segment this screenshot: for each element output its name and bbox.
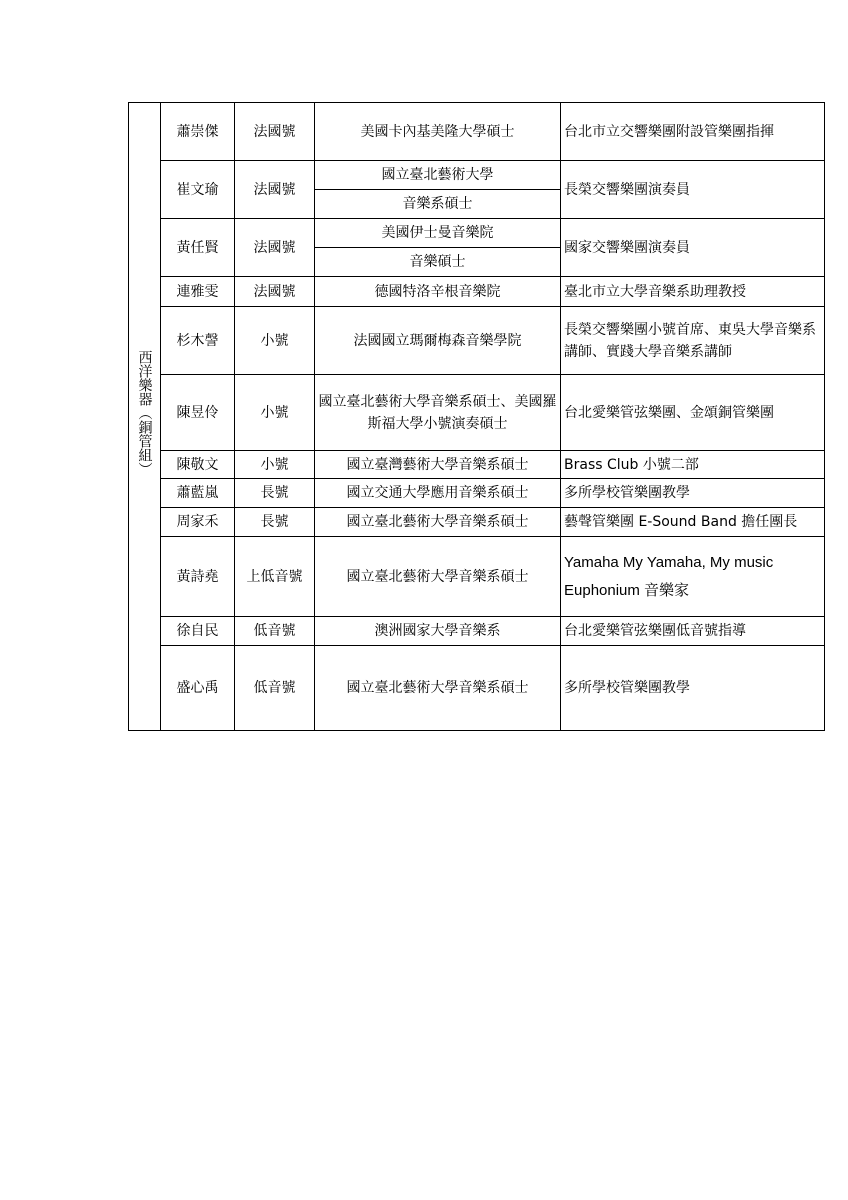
instrument-cell: 法國號 [235,277,315,307]
education-cell: 法國國立瑪爾梅森音樂學院 [315,307,561,375]
name-cell: 黃詩堯 [161,537,235,617]
education-cell: 國立臺北藝術大學 [315,161,561,190]
experience-cell: 台北愛樂管弦樂團、金頌銅管樂團 [561,375,825,451]
name-cell: 蕭崇傑 [161,103,235,161]
name-cell: 連雅雯 [161,277,235,307]
name-cell: 陳昱伶 [161,375,235,451]
table-row [129,375,825,451]
name-cell: 蕭藍嵐 [161,479,235,508]
instrument-cell: 長號 [235,479,315,508]
experience-cell: 台北市立交響樂團附設管樂團指揮 [561,103,825,161]
table-row [129,508,825,537]
experience-cell: 長榮交響樂團小號首席、東吳大學音樂系講師、實踐大學音樂系講師 [561,307,825,375]
experience-cell: 臺北市立大學音樂系助理教授 [561,277,825,307]
table-row [129,277,825,307]
instrument-cell: 長號 [235,508,315,537]
instrument-cell: 小號 [235,375,315,451]
category-label: 西洋樂器（銅管組） [136,350,153,476]
table-row [129,617,825,646]
instrument-cell: 低音號 [235,617,315,646]
experience-cell: Brass Club 小號二部 [561,451,825,479]
table-row [129,219,825,248]
instrument-cell: 低音號 [235,646,315,731]
education-cell: 美國卡內基美隆大學碩士 [315,103,561,161]
name-cell: 杉木謦 [161,307,235,375]
table-row [129,103,825,161]
education-cell: 國立臺灣藝術大學音樂系碩士 [315,451,561,479]
experience-cell: 多所學校管樂團教學 [561,646,825,731]
instrument-cell: 小號 [235,451,315,479]
education-cell: 國立臺北藝術大學音樂系碩士、美國羅斯福大學小號演奏碩士 [315,375,561,451]
table-row [129,161,825,190]
name-cell: 崔文瑜 [161,161,235,219]
education-cell: 音樂碩士 [315,248,561,277]
table-row [129,307,825,375]
experience-cell: 多所學校管樂團教學 [561,479,825,508]
instrument-cell: 上低音號 [235,537,315,617]
table-row [129,537,825,617]
name-cell: 陳敬文 [161,451,235,479]
education-cell: 國立臺北藝術大學音樂系碩士 [315,508,561,537]
table-row [129,451,825,479]
experience-cell: 台北愛樂管弦樂團低音號指導 [561,617,825,646]
experience-cell: 長榮交響樂團演奏員 [561,161,825,219]
name-cell: 黃任賢 [161,219,235,277]
name-cell: 周家禾 [161,508,235,537]
category-cell [129,103,161,731]
instrument-cell: 小號 [235,307,315,375]
education-cell: 國立臺北藝術大學音樂系碩士 [315,646,561,731]
instructor-table [128,102,825,731]
table-row [129,646,825,731]
name-cell: 盛心禹 [161,646,235,731]
education-cell: 澳洲國家大學音樂系 [315,617,561,646]
experience-cell: Yamaha My Yamaha, My music Euphonium 音樂家 [561,537,825,617]
instrument-cell: 法國號 [235,161,315,219]
education-cell: 音樂系碩士 [315,190,561,219]
table-row [129,479,825,508]
education-cell: 國立交通大學應用音樂系碩士 [315,479,561,508]
experience-cell: 藝聲管樂團 E-Sound Band 擔任團長 [561,508,825,537]
name-cell: 徐自民 [161,617,235,646]
education-cell: 美國伊士曼音樂院 [315,219,561,248]
education-cell: 德國特洛辛根音樂院 [315,277,561,307]
instrument-cell: 法國號 [235,219,315,277]
education-cell: 國立臺北藝術大學音樂系碩士 [315,537,561,617]
instrument-cell: 法國號 [235,103,315,161]
experience-cell: 國家交響樂團演奏員 [561,219,825,277]
